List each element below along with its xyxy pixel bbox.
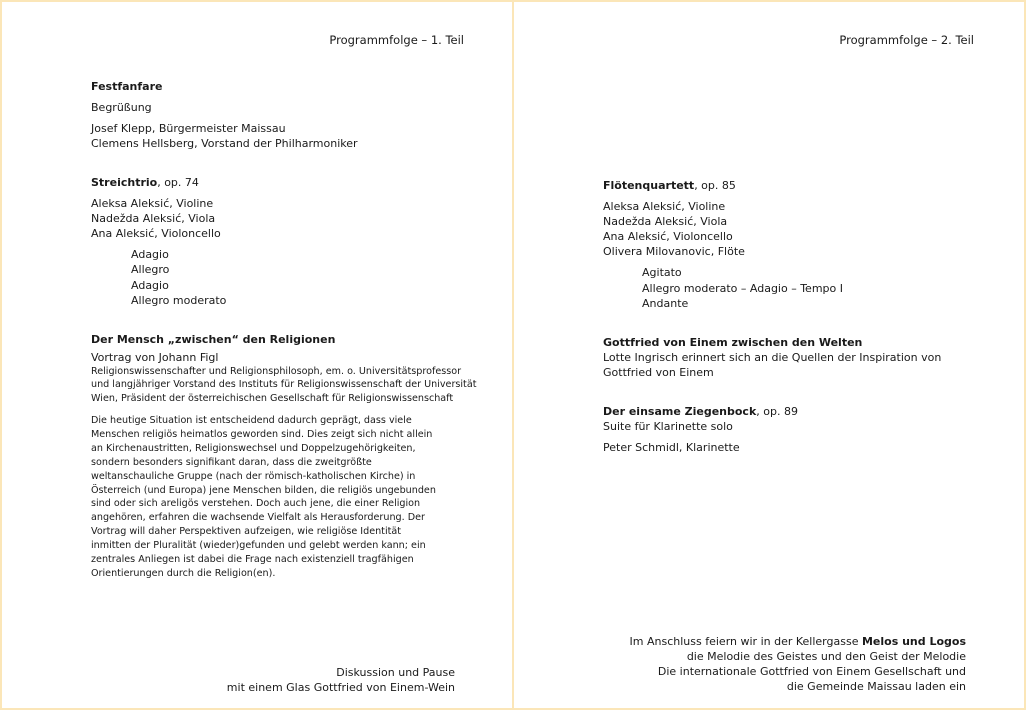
abstract-line: Die heutige Situation ist entscheidend dadurch geprägt, dass viele xyxy=(91,415,412,426)
bio-line: und langjähriger Vorstand des Instituts für Religionswissenschaft der Universität xyxy=(91,379,477,391)
einem-line: Gottfried von Einem xyxy=(603,366,714,379)
fanfare-title: Festfanfare xyxy=(91,80,163,93)
movement: Allegro xyxy=(131,263,170,277)
footer-line: Die internationale Gottfried von Einem Gesellschaft und xyxy=(657,665,966,678)
performer: Aleksa Aleksić, Violine xyxy=(603,200,726,213)
performer: Aleksa Aleksić, Violine xyxy=(91,197,214,210)
footer-highlight: Melos und Logos xyxy=(861,635,966,648)
right-footer xyxy=(630,634,966,694)
abstract-line: Vortrag will daher Perspektiven aufzeigen, wie religiöse Identität xyxy=(91,526,402,538)
footer-line: die Melodie des Geistes und den Geist der Melodie xyxy=(686,650,966,663)
ziegenbock-opus: , op. 89 xyxy=(756,405,798,418)
trio-heading xyxy=(91,175,199,190)
einem-text xyxy=(603,350,941,380)
lecture-subtitle: Vortrag von Johann Figl xyxy=(91,351,219,364)
greeting: Begrüßung xyxy=(91,101,152,114)
movement: Adagio xyxy=(131,278,169,292)
movement: Adagio xyxy=(131,248,169,261)
performer: Nadežda Aleksić, Viola xyxy=(603,215,728,228)
trio-movements xyxy=(131,247,226,308)
quartet-heading xyxy=(603,178,736,193)
lecture-title: Der Mensch „zwischen“ den Religionen xyxy=(91,333,336,346)
quartet-movements xyxy=(642,265,843,312)
movement: Andante xyxy=(642,297,689,310)
abstract-line: zentrales Anliegen ist dabei die Frage nach existenziell tragfähigen xyxy=(91,554,414,566)
einem-title: Gottfried von Einem zwischen den Welten xyxy=(603,336,863,349)
footer-lead: Im Anschluss feiern wir in der Kellergasse xyxy=(629,635,862,648)
footer-line: Diskussion und Pause xyxy=(336,666,455,679)
ziegenbock-subtitle: Suite für Klarinette solo xyxy=(603,420,733,433)
abstract-line: sind oder sich areligös verstehen. Doch auch jene, die einer Religion xyxy=(91,498,421,510)
abstract-line: Orientierungen durch die Religion(en). xyxy=(91,567,276,579)
abstract-line: sondern besonders signifikant daran, dass die zweitgrößte xyxy=(91,456,372,468)
performer: Ana Aleksić, Violoncello xyxy=(603,230,733,243)
abstract-line: Österreich (und Europa) jene Menschen bilden, die religiös ungebunden xyxy=(91,484,436,496)
quartet-opus: , op. 85 xyxy=(694,179,736,192)
trio-title: Streichtrio xyxy=(91,176,158,189)
abstract-line: Menschen religiös heimatlos geworden sind. Dies zeigt sich nicht allein xyxy=(91,428,433,440)
bio-line: Religionswissenschafter und Religionsphilosoph, em. o. Universitätsprofessor xyxy=(91,366,462,377)
abstract-line: angehören, erfahren die wachsende Vielfalt als Herausforderung. Der xyxy=(91,512,425,524)
trio-performers xyxy=(91,196,221,241)
left-footer xyxy=(227,665,455,695)
right-page-header: Programmfolge – 2. Teil xyxy=(839,33,974,47)
speakers-list xyxy=(91,121,358,151)
movement: Allegro moderato xyxy=(131,293,227,307)
speaker: Josef Klepp, Bürgermeister Maissau xyxy=(91,122,286,135)
abstract-line: inmitten der Pluralität (wieder)gefunden und gelebt werden kann; ein xyxy=(91,540,426,552)
speaker: Clemens Hellsberg, Vorstand der Philharmoniker xyxy=(91,137,358,150)
ziegenbock-heading xyxy=(603,404,798,419)
ziegenbock-performer: Peter Schmidl, Klarinette xyxy=(603,441,740,454)
performer: Ana Aleksić, Violoncello xyxy=(91,227,221,240)
abstract-line: weltanschauliche Gruppe (nach der römisch-katholischen Kirche) in xyxy=(91,470,416,482)
footer-line xyxy=(630,634,966,649)
footer-line: die Gemeinde Maissau laden ein xyxy=(786,680,966,693)
quartet-title: Flötenquartett xyxy=(603,179,695,192)
performer: Nadežda Aleksić, Viola xyxy=(91,212,216,225)
abstract-line: an Kirchenaustritten, Religionswechsel und Doppelzugehörigkeiten, xyxy=(91,442,416,454)
quartet-performers xyxy=(603,199,745,259)
lecturer-bio xyxy=(91,365,476,405)
bio-line: Wien, Präsident der österreichischen Gesellschaft für Religionswissenschaft xyxy=(91,392,454,404)
lecture-abstract xyxy=(91,414,436,581)
footer-line: mit einem Glas Gottfried von Einem-Wein xyxy=(226,681,455,694)
movement: Agitato xyxy=(642,266,682,279)
performer: Olivera Milovanovic, Flöte xyxy=(603,245,745,258)
left-page-header: Programmfolge – 1. Teil xyxy=(329,33,464,47)
einem-line: Lotte Ingrisch erinnert sich an die Quellen der Inspiration von xyxy=(603,351,942,364)
movement: Allegro moderato – Adagio – Tempo I xyxy=(642,281,843,295)
ziegenbock-title: Der einsame Ziegenbock xyxy=(603,405,757,418)
trio-opus: , op. 74 xyxy=(157,176,199,189)
